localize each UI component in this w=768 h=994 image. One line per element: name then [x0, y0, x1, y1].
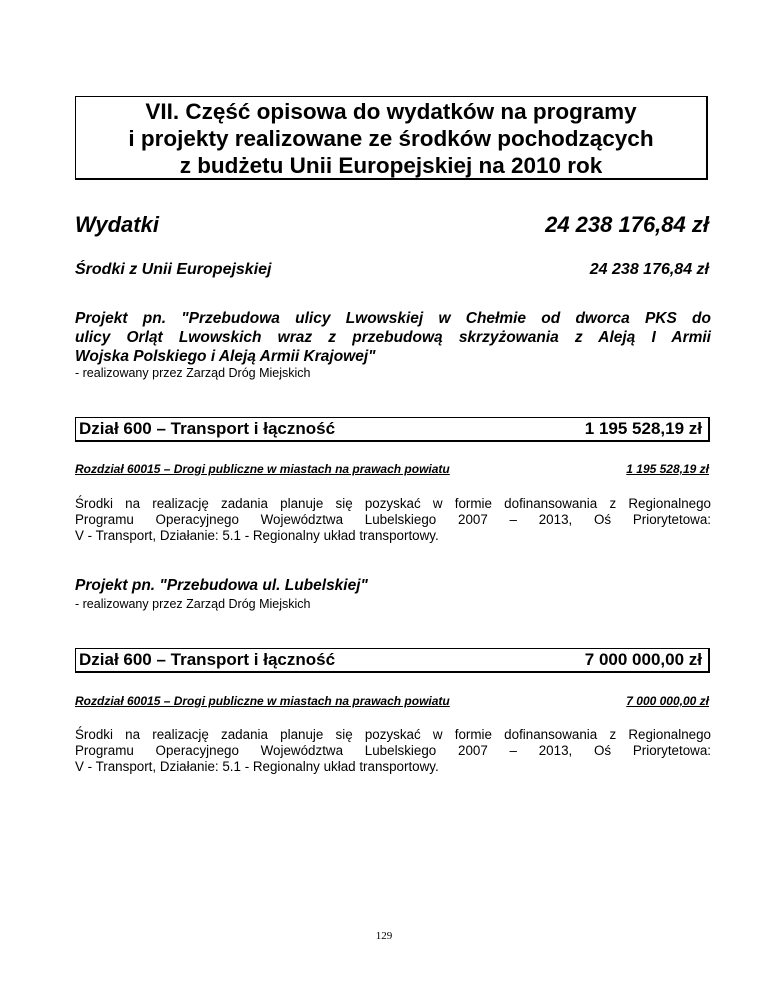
section-title-line-1: VII. Część opisowa do wydatków na programy: [145, 99, 637, 124]
project-2-description: [75, 727, 711, 775]
project-2-title: [75, 576, 711, 595]
project-1-title-line: Projekt pn. "Przebudowa ulicy Lwowskiej w Chełmie od dworca PKS do: [75, 310, 711, 327]
section-title-line-2: i projekty realizowane ze środków pochodzących: [128, 126, 654, 151]
project-1-title-line: Wojska Polskiego i Aleją Armii Krajowej": [75, 348, 376, 365]
project-1-rozdzial-amount: 1 195 528,19 zł: [626, 462, 709, 476]
project-1-title-line: ulicy Orląt Lwowskich wraz z przebudową skrzyżowania z Aleją I Armii: [75, 329, 711, 346]
project-2-description-line: Programu Operacyjnego Województwa Lubelskiego 2007 – 2013, Oś Priorytetowa:: [75, 743, 711, 758]
ue-funds-label: Środki z Unii Europejskiej: [75, 261, 272, 278]
project-2-dzial-label: Dział 600 – Transport i łączność: [79, 650, 336, 669]
project-1-description: [75, 496, 711, 544]
ue-funds-amount: 24 238 176,84 zł: [589, 261, 709, 278]
section-title-box: [75, 96, 708, 180]
project-1-rozdzial-label: Rozdział 60015 – Drogi publiczne w miastach na prawach powiatu: [75, 462, 450, 476]
wydatki-label: Wydatki: [75, 212, 159, 237]
project-1-dzial-label: Dział 600 – Transport i łączność: [79, 419, 336, 438]
project-1-description-line: Środki na realizację zadania planuje się pozyskać w formie dofinansowania z Regionalnego: [75, 496, 711, 511]
project-2-rozdzial-label: Rozdział 60015 – Drogi publiczne w miastach na prawach powiatu: [75, 694, 450, 708]
project-2-rozdzial-row: [75, 694, 709, 708]
project-1-description-line: V - Transport, Działanie: 5.1 - Regionalny układ transportowy.: [75, 528, 439, 543]
project-1-rozdzial-row: [75, 462, 709, 476]
project-2-title-line: Projekt pn. "Przebudowa ul. Lubelskiej": [75, 577, 368, 594]
project-2-dzial-amount: 7 000 000,00 zł: [584, 650, 702, 669]
project-2-rozdzial-amount: 7 000 000,00 zł: [626, 694, 709, 708]
project-1-description-line: Programu Operacyjnego Województwa Lubelskiego 2007 – 2013, Oś Priorytetowa:: [75, 512, 711, 527]
project-2-dzial-box: [75, 648, 710, 673]
project-2-realized-by: - realizowany przez Zarząd Dróg Miejskich: [75, 597, 311, 611]
wydatki-amount: 24 238 176,84 zł: [545, 212, 709, 237]
section-title-line-3: z budżetu Unii Europejskiej na 2010 rok: [179, 153, 603, 178]
page-number: 129: [375, 930, 393, 942]
ue-funds-row: [75, 261, 709, 279]
project-2-description-line: Środki na realizację zadania planuje się pozyskać w formie dofinansowania z Regionalnego: [75, 727, 711, 742]
project-1-title: [75, 309, 711, 366]
project-1-dzial-amount: 1 195 528,19 zł: [584, 419, 702, 438]
project-1-realized-by: - realizowany przez Zarząd Dróg Miejskich: [75, 366, 311, 380]
wydatki-row: [75, 212, 709, 238]
project-1-dzial-box: [75, 417, 710, 442]
project-2-description-line: V - Transport, Działanie: 5.1 - Regionalny układ transportowy.: [75, 759, 439, 774]
